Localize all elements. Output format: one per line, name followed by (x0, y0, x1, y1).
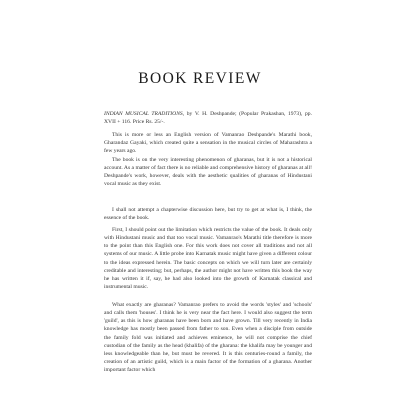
book-citation (104, 110, 312, 126)
review-paragraph: I shall not attempt a chapterwise discussion here, but try to get at what is, I think, the essence of the book. (104, 207, 312, 222)
page-heading: BOOK REVIEW (138, 70, 262, 87)
review-paragraph: The book is on the very interesting phenomenon of gharanas, but it is not a historical account. As a matter of fact there is no reliable and comprehensive history of gharanas at all! Deshpande's work, however, deals with the aesthetic qualities of gharanas of Hindustani vocal music as they exist. (104, 157, 312, 188)
review-paragraph: First, I should point out the limitation which restricts the value of the book. It deals only with Hindustani music and that too vocal music. Vamanrao's Marathi title therefore is more to the point than this English one. For this work does not cover all traditions and not all systems of our music. A little probe into Karnatak music might have given a different colour to the ideas expressed herein. The basic concepts on which we will turn later are certainly creditable and interesting; but, perhaps, the author might not have written this book the way he has written it if, say, he had also looked into the growth of Karnatak classical and instrumental music. (104, 227, 312, 291)
book-title: INDIAN MUSICAL TRADITIONS, (104, 111, 185, 117)
review-paragraph: What exactly are gharanas? Vamanrao prefers to avoid the words 'styles' and 'schools' and calls them 'houses'. I think he is very near the fact here. I would also suggest the term 'guild', as this is how gharanas have been born and have grown. Till very recently in India knowledge has mostly been passed from father to son. Even when a disciple from outside the family fold was initiated and achieves eminence, he will not comprise the chief custodian of the family as the head (khalifa) of the gharana: the khalifa may be younger and less knowledgeable than he, but must be revered. It is this centuries-round a family, the creation of an artistic guild, which is a main factor of the formation of a gharana. Another important factor which (104, 302, 312, 374)
review-paragraph: This is more or less an English version of Vamanrao Deshpande's Marathi book, Gharandaz Gayaki, which created quite a sensation in the musical circles of Maharashtra a few years ago. (104, 132, 312, 155)
book-byline: by V. H. Deshpande; (Popular Prakashan, 1973), pp. XVII + 116. Price Rs. 25/-. (104, 111, 313, 126)
